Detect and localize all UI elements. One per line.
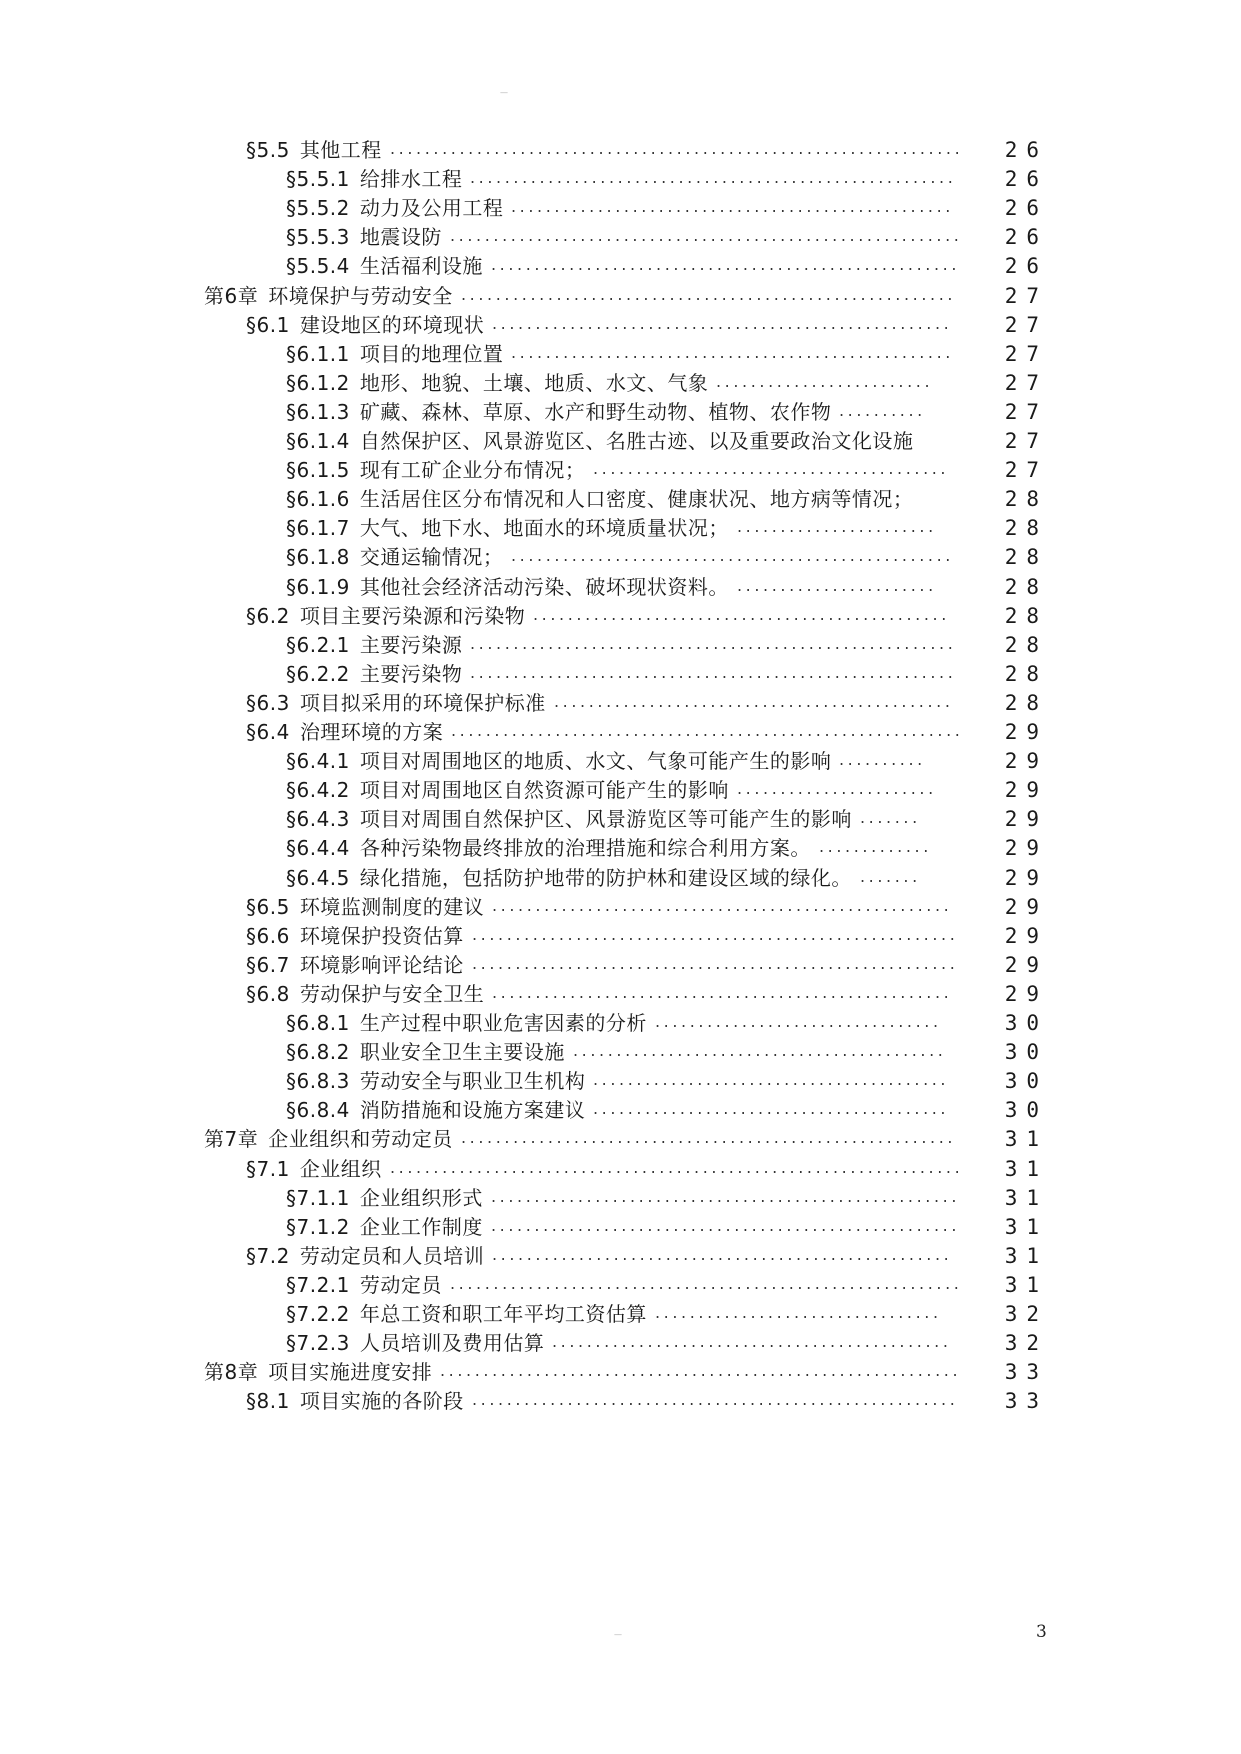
toc-leader-dots: ........................................................	[472, 953, 959, 973]
toc-entry-number: §6.3	[246, 690, 290, 715]
toc-leader-dots: ..........	[839, 750, 926, 770]
toc-entry-label	[246, 687, 546, 719]
toc-entry[interactable]	[0, 1327, 1241, 1359]
toc-entry[interactable]	[0, 687, 1241, 719]
toc-leader-dots: ........................................................	[470, 633, 957, 653]
toc-entry[interactable]	[0, 920, 1241, 952]
toc-entry-label	[246, 891, 484, 923]
toc-entry[interactable]	[0, 221, 1241, 253]
toc-leader-dots: .........................................	[593, 1070, 950, 1090]
toc-entry-page: 31	[1004, 1156, 1048, 1181]
toc-entry-label	[286, 250, 483, 282]
toc-leader-dots: .........................................................	[461, 284, 957, 304]
toc-entry-title: 其他社会经济活动污染、破坏现状资料。	[359, 574, 729, 599]
toc-leader-dots: .......	[860, 866, 921, 886]
toc-entry-number: §6.8	[246, 981, 290, 1006]
toc-entry-title: 主要污染物	[359, 661, 463, 686]
toc-entry-number: §6.6	[246, 923, 290, 948]
toc-entry-number: §7.2.3	[286, 1331, 350, 1356]
toc-entry[interactable]	[0, 716, 1241, 748]
toc-entry-label	[286, 338, 503, 370]
toc-entry-number: §5.5.4	[286, 254, 350, 279]
toc-entry-title: 其他工程	[299, 138, 382, 162]
toc-entry-number: §6.1.3	[286, 399, 350, 424]
toc-entry-page: 29	[1004, 720, 1048, 744]
toc-entry-title: 动力及公用工程	[359, 196, 504, 221]
toc-entry[interactable]	[0, 163, 1241, 195]
page-number: 3	[1036, 1622, 1047, 1642]
toc-entry-page: 30	[1004, 1040, 1048, 1065]
toc-leader-dots: ...................................................	[511, 197, 954, 217]
toc-entry-label	[286, 1007, 647, 1039]
toc-entry-number: §6.4.4	[286, 836, 350, 861]
toc-entry-title: 自然保护区、风景游览区、名胜古迹、以及重要政治文化设施	[359, 429, 914, 453]
toc-entry-page: 29	[1004, 952, 1048, 977]
toc-entry-label	[286, 541, 503, 573]
toc-entry-title: 环境保护与劳动安全	[268, 283, 453, 308]
toc-entry-page: 27	[1004, 399, 1048, 424]
toc-entry-number: §6.2.2	[286, 661, 350, 686]
toc-entry-number: §5.5.1	[286, 167, 350, 192]
toc-entry-page: 31	[1004, 1243, 1048, 1268]
toc-leader-dots: .........................	[716, 371, 934, 391]
toc-leader-dots: .........................................	[593, 1099, 950, 1119]
toc-entry[interactable]	[0, 1298, 1241, 1330]
toc-entry-page: 29	[1004, 778, 1048, 803]
toc-entry-label	[246, 600, 525, 632]
toc-entry[interactable]	[0, 425, 1241, 457]
toc-entry-title: 消防措施和设施方案建议	[359, 1098, 586, 1123]
toc-entry-label	[286, 745, 831, 777]
toc-entry-label	[246, 920, 464, 952]
toc-entry-number: §5.5.2	[286, 196, 350, 221]
toc-entry-label	[286, 774, 729, 806]
toc-entry-page: 26	[1004, 167, 1048, 192]
toc-entry-title: 交通运输情况；	[359, 545, 504, 570]
toc-leader-dots: .............	[819, 837, 932, 857]
toc-entry[interactable]	[0, 1356, 1241, 1388]
toc-entry-number: §6.1	[246, 312, 290, 337]
toc-entry-label	[286, 163, 462, 195]
toc-entry[interactable]	[0, 541, 1241, 573]
toc-entry-page: 28	[1004, 516, 1048, 541]
toc-leader-dots: .....................................................	[492, 313, 953, 333]
toc-entry-label	[286, 629, 462, 661]
toc-entry-page: 27	[1004, 341, 1048, 366]
toc-entry-page: 29	[1004, 981, 1048, 1006]
toc-entry-label	[286, 803, 852, 835]
toc-entry-title: 大气、地下水、地面水的环境质量状况；	[359, 516, 729, 541]
toc-entry[interactable]	[0, 658, 1241, 690]
toc-leader-dots: .....................................................	[492, 982, 953, 1002]
toc-entry-label	[286, 1094, 585, 1126]
toc-entry-label	[286, 454, 585, 486]
toc-leader-dots: ........................................................	[472, 1390, 959, 1410]
toc-entry-number: §6.8.2	[286, 1040, 350, 1065]
toc-entry-label	[286, 1327, 544, 1359]
toc-entry-number: §6.8.1	[286, 1011, 350, 1035]
toc-entry-page: 29	[1004, 836, 1048, 861]
toc-entry-number: §6.4.1	[286, 749, 350, 774]
toc-entry-label	[286, 1298, 647, 1330]
toc-entry-page: 28	[1004, 603, 1048, 628]
toc-entry[interactable]	[0, 309, 1241, 341]
toc-leader-dots: ........................................................	[470, 168, 957, 188]
toc-entry-title: 绿化措施，包括防护地带的防护林和建设区域的绿化。	[359, 865, 852, 890]
toc-entry-label	[246, 134, 382, 166]
toc-entry[interactable]	[0, 629, 1241, 661]
toc-leader-dots: .....................................................	[492, 1244, 953, 1264]
toc-entry-label	[204, 1356, 432, 1388]
toc-leader-dots: ..................................................................	[390, 139, 964, 158]
toc-entry[interactable]	[0, 571, 1241, 603]
toc-leader-dots: .................................	[655, 1303, 942, 1322]
toc-entry-page: 28	[1004, 574, 1048, 599]
toc-leader-dots: ......................................................	[491, 255, 961, 275]
toc-entry-number: 第7章	[204, 1127, 259, 1152]
toc-entry[interactable]	[0, 745, 1241, 777]
toc-entry-title: 企业组织和劳动定员	[268, 1127, 453, 1152]
toc-entry-title: 企业组织	[299, 1156, 382, 1181]
toc-leader-dots: .........................................	[593, 459, 950, 479]
toc-entry-label	[286, 512, 729, 544]
toc-leader-dots: .....................................................	[492, 895, 953, 915]
toc-entry[interactable]	[0, 1182, 1241, 1214]
toc-entry-number: §6.1.1	[286, 341, 350, 366]
toc-entry-title: 地形、地貌、土壤、地质、水文、气象	[359, 370, 709, 395]
toc-entry-title: 劳动定员和人员培训	[299, 1243, 485, 1268]
toc-entry-number: §7.1	[246, 1156, 290, 1181]
toc-entry-title: 项目对周围地区的地质、水文、气象可能产生的影响	[359, 749, 832, 774]
toc-entry-title: 给排水工程	[359, 167, 463, 192]
toc-entry-label	[286, 221, 442, 253]
toc-entry-title: 地震设防	[359, 225, 442, 250]
toc-entry-page: 30	[1004, 1069, 1048, 1094]
toc-entry-label	[286, 483, 913, 515]
toc-entry-label	[286, 862, 852, 894]
toc-entry-label	[286, 425, 913, 457]
toc-entry[interactable]	[0, 250, 1241, 282]
toc-entry-title: 职业安全卫生主要设施	[359, 1040, 565, 1065]
toc-entry[interactable]	[0, 454, 1241, 486]
toc-entry[interactable]	[0, 1065, 1241, 1097]
toc-entry-page: 27	[1004, 283, 1048, 308]
toc-entry-label	[286, 1036, 565, 1068]
toc-entry-number: §7.1.1	[286, 1185, 350, 1210]
toc-entry-label	[286, 1065, 585, 1097]
toc-entry-label	[286, 832, 811, 864]
toc-leader-dots: ........................................................	[470, 662, 957, 682]
toc-entry-label	[286, 658, 462, 690]
toc-entry-page: 28	[1004, 690, 1048, 715]
toc-leader-dots: ......................................................	[491, 1186, 961, 1206]
toc-entry-page: 31	[1004, 1185, 1048, 1210]
header-mark: —	[500, 88, 508, 97]
toc-entry[interactable]	[0, 396, 1241, 428]
toc-leader-dots: .........................................................	[461, 1128, 957, 1148]
toc-entry-label	[286, 571, 729, 603]
toc-leader-dots: .......................	[737, 779, 937, 799]
toc-leader-dots: .......	[860, 808, 921, 828]
toc-entry-number: §5.5	[246, 138, 290, 162]
toc-entry[interactable]	[0, 192, 1241, 224]
toc-entry-page: 33	[1004, 1389, 1048, 1414]
toc-entry-title: 生活居住区分布情况和人口密度、健康状况、地方病等情况；	[359, 487, 914, 512]
toc-entry-number: §6.1.9	[286, 574, 350, 599]
toc-entry-title: 环境保护投资估算	[299, 923, 464, 948]
toc-entry-title: 人员培训及费用估算	[359, 1331, 545, 1356]
toc-entry-number: §7.2.1	[286, 1272, 350, 1297]
toc-entry-number: §6.2.1	[286, 632, 350, 657]
toc-entry-label	[246, 1153, 382, 1185]
toc-entry-number: §6.2	[246, 603, 290, 628]
toc-entry-label	[286, 192, 503, 224]
toc-entry[interactable]	[0, 1269, 1241, 1301]
toc-entry[interactable]	[0, 512, 1241, 544]
toc-entry[interactable]	[0, 367, 1241, 399]
toc-entry[interactable]	[0, 978, 1241, 1010]
toc-entry-page: 32	[1004, 1302, 1048, 1326]
toc-entry-number: §7.1.2	[286, 1214, 350, 1239]
toc-leader-dots: ...........................................	[573, 1041, 947, 1061]
toc-entry-label	[246, 716, 443, 748]
toc-entry[interactable]	[0, 1153, 1241, 1185]
toc-entry-label	[204, 280, 453, 312]
toc-entry-title: 年总工资和职工年平均工资估算	[359, 1302, 647, 1326]
toc-entry-title: 项目对周围自然保护区、风景游览区等可能产生的影响	[359, 807, 852, 832]
toc-leader-dots: ................................................	[533, 604, 950, 624]
toc-leader-dots: ...................................................	[511, 342, 954, 362]
toc-entry-number: §8.1	[246, 1389, 290, 1414]
toc-entry-title: 现有工矿企业分布情况；	[359, 458, 586, 483]
toc-entry-page: 27	[1004, 429, 1048, 453]
toc-entry-page: 31	[1004, 1214, 1048, 1239]
toc-entry-number: §6.1.7	[286, 516, 350, 541]
toc-leader-dots: ..............................................	[552, 1332, 952, 1352]
toc-entry-number: §6.1.4	[286, 429, 350, 453]
toc-entry[interactable]	[0, 891, 1241, 923]
toc-entry-label	[246, 1240, 484, 1272]
toc-entry-number: §6.7	[246, 952, 290, 977]
toc-entry-title: 劳动安全与职业卫生机构	[359, 1069, 586, 1094]
toc-entry-label	[286, 1269, 442, 1301]
toc-entry-page: 26	[1004, 225, 1048, 250]
toc-entry-title: 矿藏、森林、草原、水产和野生动物、植物、农作物	[359, 399, 832, 424]
toc-leader-dots: ............................................................	[440, 1361, 962, 1381]
toc-entry-page: 30	[1004, 1098, 1048, 1123]
toc-entry-page: 28	[1004, 487, 1048, 512]
toc-entry-number: §5.5.3	[286, 225, 350, 250]
toc-entry-number: §7.2	[246, 1243, 290, 1268]
toc-entry-page: 27	[1004, 370, 1048, 395]
toc-entry-page: 29	[1004, 749, 1048, 774]
toc-entry-title: 项目的地理位置	[359, 341, 504, 366]
toc-entry-label	[286, 1182, 483, 1214]
toc-entry-number: §6.1.6	[286, 487, 350, 512]
toc-entry[interactable]	[0, 774, 1241, 806]
toc-entry-title: 项目实施的各阶段	[299, 1389, 464, 1414]
toc-entry-number: §6.8.3	[286, 1069, 350, 1094]
toc-leader-dots: ...................................................	[511, 546, 954, 566]
toc-leader-dots: ..................................................................	[390, 1157, 964, 1177]
toc-entry[interactable]	[0, 803, 1241, 835]
toc-entry[interactable]	[0, 280, 1241, 312]
toc-entry-title: 建设地区的环境现状	[299, 312, 485, 337]
toc-entry-label	[286, 1211, 483, 1243]
toc-entry-page: 29	[1004, 894, 1048, 919]
toc-entry-title: 劳动保护与安全卫生	[299, 981, 485, 1006]
toc-entry[interactable]	[0, 1240, 1241, 1272]
toc-entry-label	[286, 367, 708, 399]
toc-entry-label	[246, 309, 484, 341]
toc-entry-page: 29	[1004, 923, 1048, 948]
toc-entry-number: §6.1.8	[286, 545, 350, 570]
toc-entry-title: 环境监测制度的建议	[299, 894, 485, 919]
toc-entry-number: §6.4.3	[286, 807, 350, 832]
toc-entry-number: §6.1.2	[286, 370, 350, 395]
toc-entry[interactable]	[0, 1036, 1241, 1068]
toc-entry[interactable]	[0, 1211, 1241, 1243]
toc-entry-number: 第8章	[204, 1360, 259, 1385]
toc-leader-dots: ...........................................................	[450, 226, 963, 246]
toc-entry-title: 生产过程中职业危害因素的分析	[359, 1011, 647, 1035]
toc-entry-title: 项目对周围地区自然资源可能产生的影响	[359, 778, 729, 803]
toc-leader-dots: .......................	[737, 575, 937, 595]
toc-entry-page: 26	[1004, 196, 1048, 221]
toc-entry[interactable]	[0, 1007, 1241, 1039]
toc-entry-title: 环境影响评论结论	[299, 952, 464, 977]
toc-entry-page: 26	[1004, 254, 1048, 279]
toc-leader-dots: .......................	[737, 517, 937, 537]
toc-entry-label	[246, 1385, 464, 1417]
toc-entry-page: 27	[1004, 312, 1048, 337]
toc-leader-dots: ...........................................................	[451, 721, 964, 740]
toc-entry[interactable]	[0, 1094, 1241, 1126]
toc-entry-number: 第6章	[204, 283, 259, 308]
toc-entry-page: 33	[1004, 1360, 1048, 1385]
toc-entry-title: 各种污染物最终排放的治理措施和综合利用方案。	[359, 836, 811, 861]
toc-entry-page: 28	[1004, 632, 1048, 657]
toc-leader-dots: ..............................................	[554, 691, 954, 711]
toc-entry-page: 26	[1004, 138, 1048, 162]
footer-mark: —	[614, 1630, 622, 1639]
toc-entry[interactable]	[0, 134, 1241, 166]
toc-entry-page: 28	[1004, 661, 1048, 686]
toc-entry[interactable]	[0, 949, 1241, 981]
toc-leader-dots: ........................................................	[472, 924, 959, 944]
toc-entry-label	[246, 949, 464, 981]
toc-entry-title: 治理环境的方案	[299, 720, 444, 744]
toc-entry-number: §6.4	[246, 720, 290, 744]
toc-leader-dots: ..........	[839, 400, 926, 420]
toc-leader-dots: ...........................................................	[450, 1273, 963, 1293]
toc-entry-number: §6.4.2	[286, 778, 350, 803]
toc-entry-label	[246, 978, 484, 1010]
toc-entry-number: §6.1.5	[286, 458, 350, 483]
toc-entry-page: 29	[1004, 865, 1048, 890]
toc-entry-title: 项目主要污染源和污染物	[299, 603, 526, 628]
toc-entry-label	[286, 396, 831, 428]
toc-entry-number: §6.5	[246, 894, 290, 919]
toc-entry-number: §6.8.4	[286, 1098, 350, 1123]
toc-leader-dots: ......................................................	[491, 1215, 961, 1235]
toc-entry-page: 31	[1004, 1127, 1048, 1152]
toc-entry-title: 项目拟采用的环境保护标准	[299, 690, 546, 715]
toc-entry[interactable]	[0, 483, 1241, 515]
toc-entry-page: 30	[1004, 1011, 1048, 1035]
toc-entry-title: 项目实施进度安排	[268, 1360, 433, 1385]
toc-leader-dots: .................................	[655, 1012, 942, 1031]
toc-entry[interactable]	[0, 600, 1241, 632]
toc-entry-title: 主要污染源	[359, 632, 463, 657]
toc-entry[interactable]	[0, 862, 1241, 894]
toc-entry-page: 31	[1004, 1272, 1048, 1297]
toc-entry-number: §7.2.2	[286, 1302, 350, 1326]
toc-entry-page: 29	[1004, 807, 1048, 832]
toc-entry-title: 企业组织形式	[359, 1185, 483, 1210]
toc-entry-title: 生活福利设施	[359, 254, 483, 279]
toc-entry[interactable]	[0, 832, 1241, 864]
toc-entry[interactable]	[0, 1385, 1241, 1417]
toc-entry-title: 企业工作制度	[359, 1214, 483, 1239]
toc-entry-number: §6.4.5	[286, 865, 350, 890]
toc-entry-page: 27	[1004, 458, 1048, 483]
toc-entry[interactable]	[0, 1123, 1241, 1155]
toc-entry-label	[204, 1123, 453, 1155]
toc-entry-page: 32	[1004, 1331, 1048, 1356]
toc-entry[interactable]	[0, 338, 1241, 370]
toc-entry-title: 劳动定员	[359, 1272, 442, 1297]
toc-entry-page: 28	[1004, 545, 1048, 570]
